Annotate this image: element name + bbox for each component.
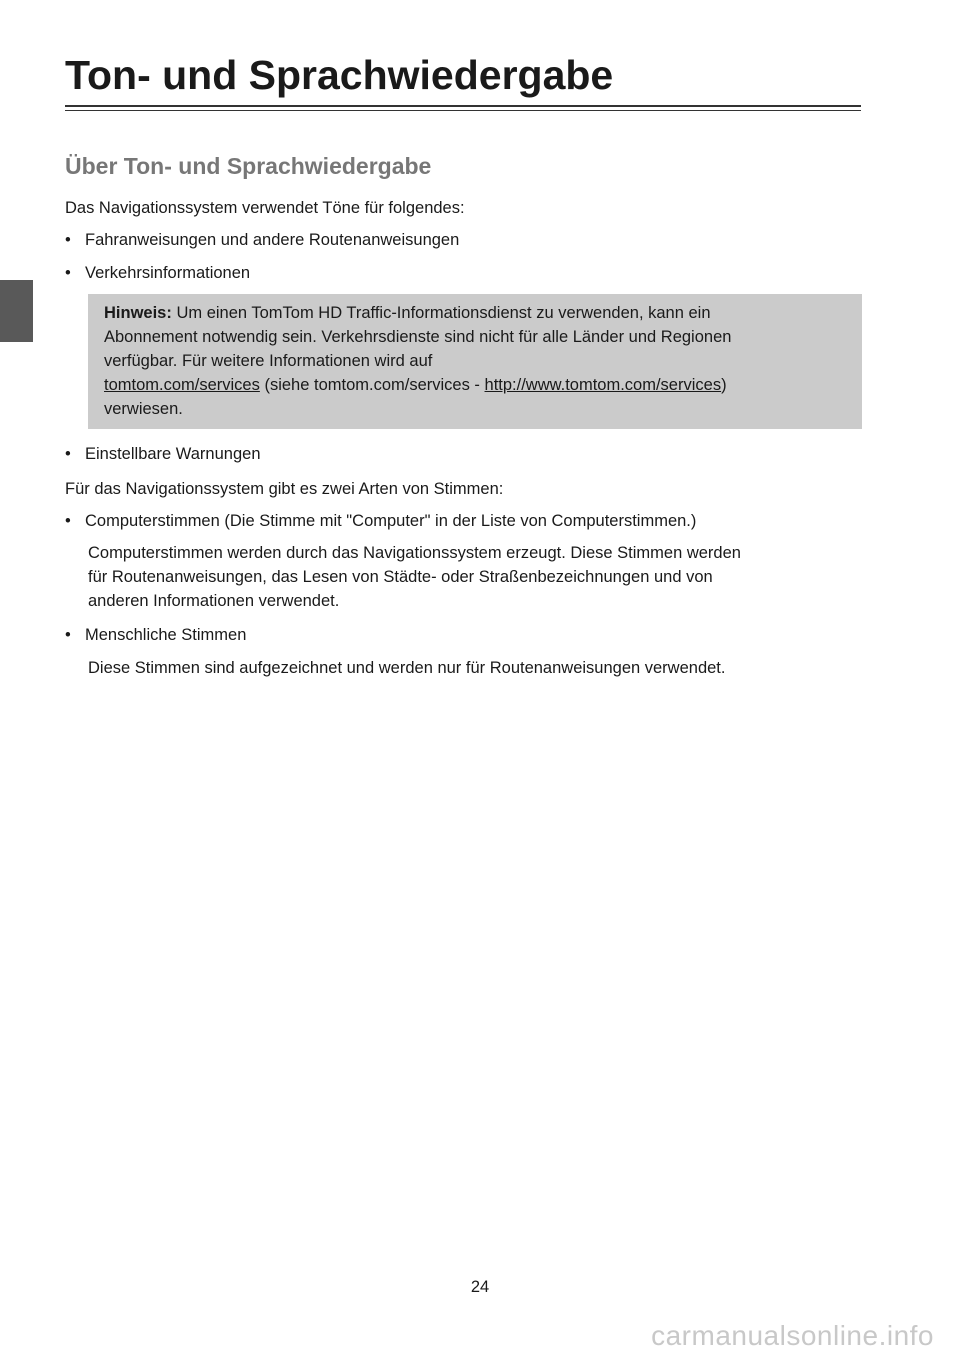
bullet-text: Verkehrsinformationen xyxy=(85,264,251,282)
bullet-icon: • xyxy=(65,264,71,282)
description-line: anderen Informationen verwendet. xyxy=(88,592,340,610)
note-box xyxy=(88,294,862,429)
intro-paragraph: Das Navigationssystem verwendet Töne für folgendes: xyxy=(65,199,465,217)
services-link[interactable]: tomtom.com/services xyxy=(104,376,260,394)
note-line: verfügbar. Für weitere Informationen wird auf xyxy=(104,352,433,370)
list-item xyxy=(65,442,261,466)
bullet-text: Einstellbare Warnungen xyxy=(85,445,261,463)
bullet-text: Menschliche Stimmen xyxy=(85,626,247,644)
description-line: für Routenanweisungen, das Lesen von Städte- oder Straßenbezeichnungen und von xyxy=(88,568,713,586)
note-line: Abonnement notwendig sein. Verkehrsdienste sind nicht für alle Länder und Regionen xyxy=(104,328,732,346)
bullet-text: Fahranweisungen und andere Routenanweisungen xyxy=(85,231,460,249)
bullet-icon: • xyxy=(65,512,71,530)
title-rule-thick xyxy=(65,105,861,107)
section-title: Über Ton- und Sprachwiedergabe xyxy=(65,153,432,179)
note-text: ) xyxy=(721,376,727,394)
bullet-text: Computerstimmen (Die Stimme mit "Computer" in der Liste von Computerstimmen.) xyxy=(85,512,697,530)
watermark: carmanualsonline.info xyxy=(651,1320,934,1351)
chapter-tab-marker xyxy=(0,280,33,342)
list-item xyxy=(65,623,246,647)
description-line: Computerstimmen werden durch das Navigationssystem erzeugt. Diese Stimmen werden xyxy=(88,544,741,562)
list-item xyxy=(65,261,250,285)
services-url-link[interactable]: http://www.tomtom.com/services xyxy=(484,376,722,394)
note-line xyxy=(104,301,846,325)
note-text: Um einen TomTom HD Traffic-Informationsdienst zu verwenden, kann ein xyxy=(171,304,711,322)
list-item xyxy=(65,228,459,252)
page-number: 24 xyxy=(470,1278,490,1296)
note-line xyxy=(104,373,846,397)
note-label: Hinweis: xyxy=(104,304,172,322)
computer-voice-description xyxy=(88,541,868,613)
list-item xyxy=(65,509,696,533)
page-title: Ton- und Sprachwiedergabe xyxy=(65,52,614,98)
bullet-icon: • xyxy=(65,445,71,463)
note-line: verwiesen. xyxy=(104,400,183,418)
bullet-icon: • xyxy=(65,231,71,249)
human-voice-description: Diese Stimmen sind aufgezeichnet und werden nur für Routenanweisungen verwendet. xyxy=(88,659,726,677)
voices-intro-paragraph: Für das Navigationssystem gibt es zwei Arten von Stimmen: xyxy=(65,480,504,498)
title-rule-thin xyxy=(65,110,861,111)
note-text: (siehe tomtom.com/services - xyxy=(259,376,485,394)
bullet-icon: • xyxy=(65,626,71,644)
